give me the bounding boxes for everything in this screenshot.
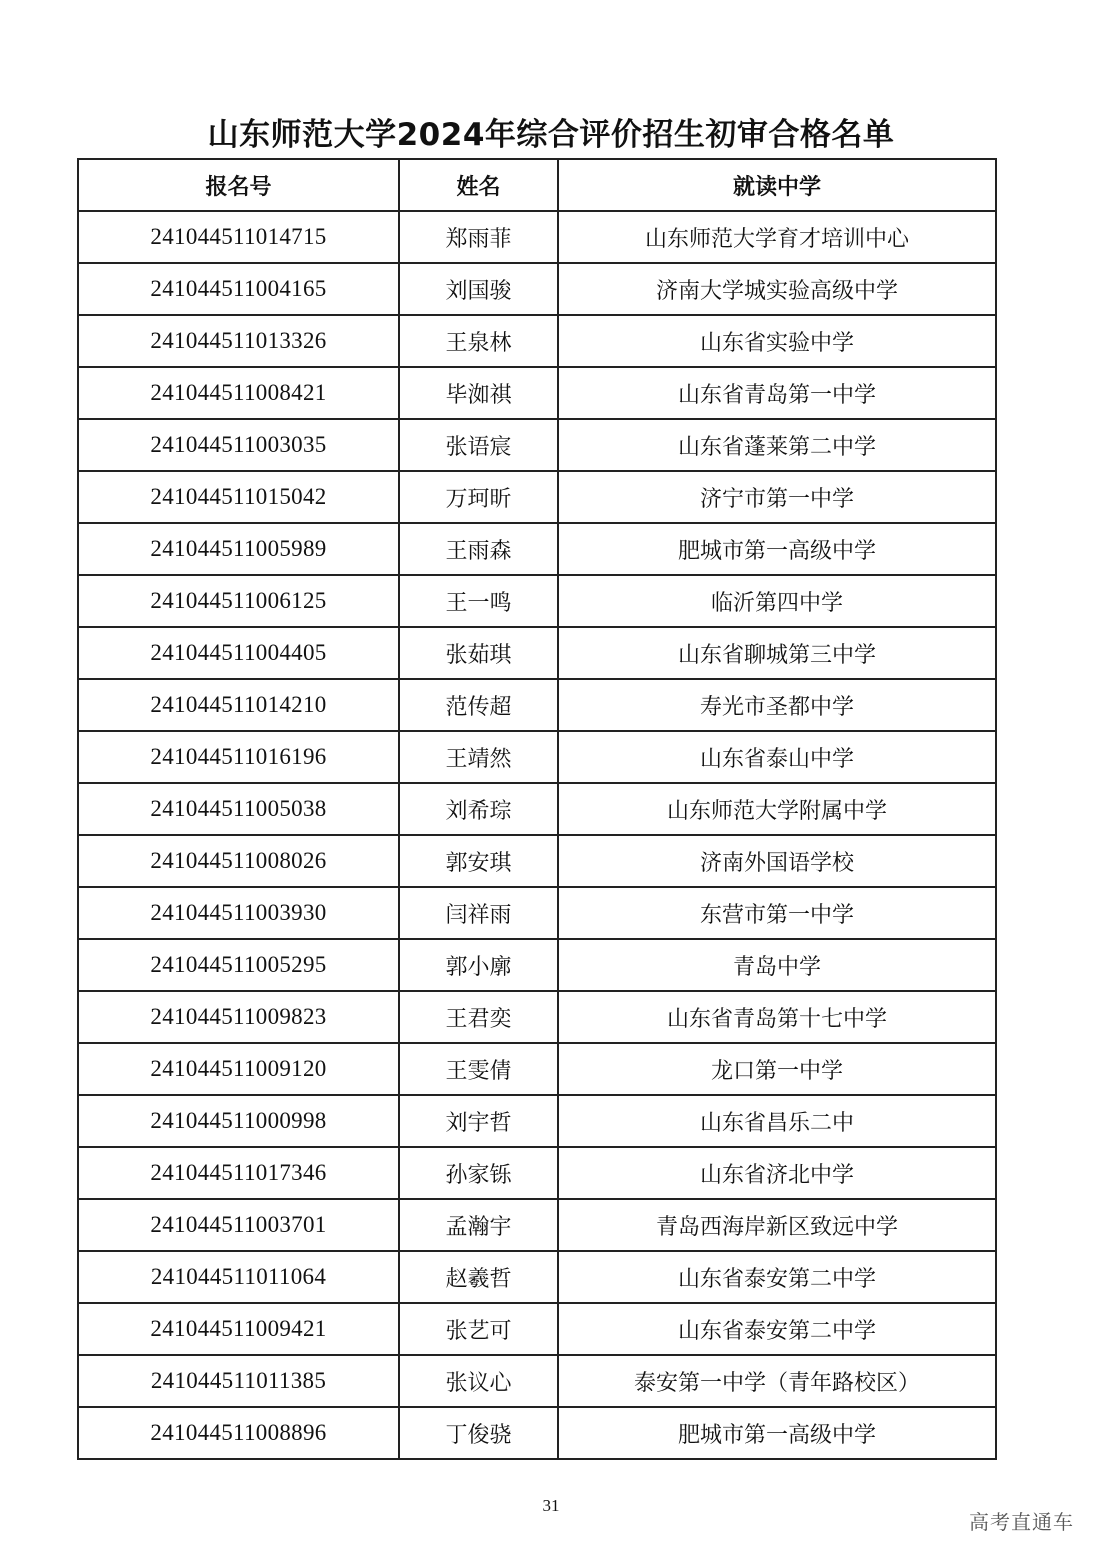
cell-registration-number: 241044511003701 xyxy=(78,1199,399,1251)
cell-registration-number: 241044511003035 xyxy=(78,419,399,471)
cell-school: 肥城市第一高级中学 xyxy=(558,523,996,575)
cell-registration-number: 241044511008026 xyxy=(78,835,399,887)
cell-name: 郭安琪 xyxy=(399,835,558,887)
cell-school: 泰安第一中学（青年路校区） xyxy=(558,1355,996,1407)
cell-name: 万珂昕 xyxy=(399,471,558,523)
cell-registration-number: 241044511005038 xyxy=(78,783,399,835)
header-name: 姓名 xyxy=(399,159,558,211)
table-row xyxy=(78,731,996,783)
table-row xyxy=(78,679,996,731)
cell-school: 东营市第一中学 xyxy=(558,887,996,939)
table-row xyxy=(78,1407,996,1459)
table-row xyxy=(78,887,996,939)
page-title: 山东师范大学2024年综合评价招生初审合格名单 xyxy=(207,117,895,153)
cell-school: 肥城市第一高级中学 xyxy=(558,1407,996,1459)
header-registration-number: 报名号 xyxy=(78,159,399,211)
cell-school: 山东省济北中学 xyxy=(558,1147,996,1199)
cell-registration-number: 241044511004405 xyxy=(78,627,399,679)
cell-name: 孟瀚宇 xyxy=(399,1199,558,1251)
cell-school: 山东省泰山中学 xyxy=(558,731,996,783)
table-row xyxy=(78,263,996,315)
table-row xyxy=(78,991,996,1043)
cell-name: 张议心 xyxy=(399,1355,558,1407)
cell-name: 王君奕 xyxy=(399,991,558,1043)
cell-registration-number: 241044511009120 xyxy=(78,1043,399,1095)
cell-registration-number: 241044511005295 xyxy=(78,939,399,991)
cell-registration-number: 241044511009823 xyxy=(78,991,399,1043)
cell-name: 闫祥雨 xyxy=(399,887,558,939)
cell-registration-number: 241044511009421 xyxy=(78,1303,399,1355)
cell-name: 刘国骏 xyxy=(399,263,558,315)
table-row xyxy=(78,783,996,835)
table-row xyxy=(78,523,996,575)
table-row xyxy=(78,419,996,471)
cell-school: 济南大学城实验高级中学 xyxy=(558,263,996,315)
cell-name: 刘希琮 xyxy=(399,783,558,835)
cell-name: 张茹琪 xyxy=(399,627,558,679)
cell-name: 郑雨菲 xyxy=(399,211,558,263)
cell-name: 王泉林 xyxy=(399,315,558,367)
cell-registration-number: 241044511011064 xyxy=(78,1251,399,1303)
cell-registration-number: 241044511015042 xyxy=(78,471,399,523)
table-row xyxy=(78,471,996,523)
cell-school: 山东省青岛第一中学 xyxy=(558,367,996,419)
cell-name: 张艺可 xyxy=(399,1303,558,1355)
cell-school: 青岛西海岸新区致远中学 xyxy=(558,1199,996,1251)
cell-school: 济宁市第一中学 xyxy=(558,471,996,523)
cell-registration-number: 241044511000998 xyxy=(78,1095,399,1147)
table-row xyxy=(78,211,996,263)
cell-name: 张语宸 xyxy=(399,419,558,471)
table-header-row xyxy=(78,159,996,211)
cell-registration-number: 241044511005989 xyxy=(78,523,399,575)
cell-school: 山东省泰安第二中学 xyxy=(558,1303,996,1355)
cell-registration-number: 241044511003930 xyxy=(78,887,399,939)
cell-name: 郭小廓 xyxy=(399,939,558,991)
cell-name: 王雨森 xyxy=(399,523,558,575)
table-row xyxy=(78,367,996,419)
cell-name: 赵羲哲 xyxy=(399,1251,558,1303)
cell-name: 王靖然 xyxy=(399,731,558,783)
cell-school: 寿光市圣都中学 xyxy=(558,679,996,731)
cell-registration-number: 241044511004165 xyxy=(78,263,399,315)
table-row xyxy=(78,1147,996,1199)
cell-registration-number: 241044511016196 xyxy=(78,731,399,783)
cell-registration-number: 241044511014210 xyxy=(78,679,399,731)
table-row xyxy=(78,315,996,367)
cell-school: 济南外国语学校 xyxy=(558,835,996,887)
table-row xyxy=(78,1199,996,1251)
cell-school: 山东省实验中学 xyxy=(558,315,996,367)
table-row xyxy=(78,1095,996,1147)
cell-registration-number: 241044511006125 xyxy=(78,575,399,627)
cell-name: 王一鸣 xyxy=(399,575,558,627)
table-row xyxy=(78,835,996,887)
header-school: 就读中学 xyxy=(558,159,996,211)
page-number: 31 xyxy=(542,1496,560,1515)
table-row xyxy=(78,627,996,679)
cell-school: 山东省青岛第十七中学 xyxy=(558,991,996,1043)
cell-school: 山东师范大学附属中学 xyxy=(558,783,996,835)
cell-name: 王雯倩 xyxy=(399,1043,558,1095)
cell-school: 临沂第四中学 xyxy=(558,575,996,627)
table-row xyxy=(78,1303,996,1355)
cell-school: 山东省聊城第三中学 xyxy=(558,627,996,679)
cell-registration-number: 241044511017346 xyxy=(78,1147,399,1199)
cell-registration-number: 241044511011385 xyxy=(78,1355,399,1407)
cell-name: 刘宇哲 xyxy=(399,1095,558,1147)
watermark: 高考直通车 xyxy=(969,1510,1074,1534)
cell-registration-number: 241044511008896 xyxy=(78,1407,399,1459)
cell-school: 山东省昌乐二中 xyxy=(558,1095,996,1147)
table-row xyxy=(78,575,996,627)
cell-name: 范传超 xyxy=(399,679,558,731)
table-body xyxy=(78,211,996,1459)
cell-registration-number: 241044511008421 xyxy=(78,367,399,419)
cell-name: 丁俊骁 xyxy=(399,1407,558,1459)
cell-name: 毕洳祺 xyxy=(399,367,558,419)
cell-school: 青岛中学 xyxy=(558,939,996,991)
cell-name: 孙家铄 xyxy=(399,1147,558,1199)
cell-registration-number: 241044511014715 xyxy=(78,211,399,263)
cell-registration-number: 241044511013326 xyxy=(78,315,399,367)
cell-school: 山东省蓬莱第二中学 xyxy=(558,419,996,471)
table-row xyxy=(78,939,996,991)
cell-school: 龙口第一中学 xyxy=(558,1043,996,1095)
table-row xyxy=(78,1355,996,1407)
cell-school: 山东省泰安第二中学 xyxy=(558,1251,996,1303)
admission-list-table xyxy=(77,158,997,1460)
table-row xyxy=(78,1043,996,1095)
cell-school: 山东师范大学育才培训中心 xyxy=(558,211,996,263)
table-row xyxy=(78,1251,996,1303)
